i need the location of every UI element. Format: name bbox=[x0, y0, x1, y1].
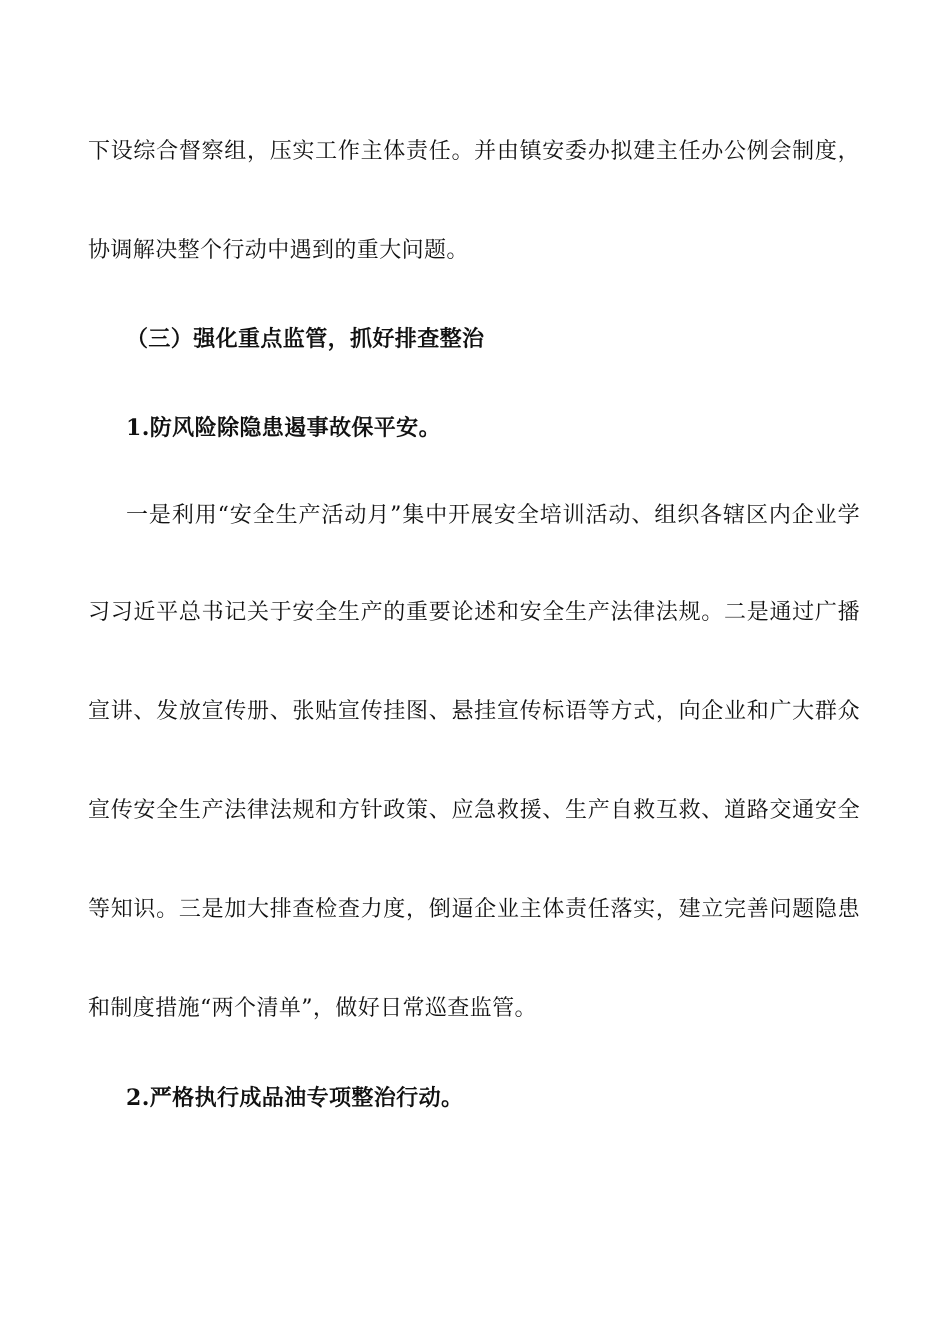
paragraph-line-9: 等知识。三是加大排查检查力度，倒逼企业主体责任落实，建立完善问题隐患 bbox=[88, 897, 860, 922]
paragraph-line-6: 习习近平总书记关于安全生产的重要论述和安全生产法律法规。二是通过广播 bbox=[88, 600, 860, 625]
paragraph-line-10: 和制度措施“两个清单”，做好日常巡查监管。 bbox=[88, 996, 537, 1021]
paragraph-line-8: 宣传安全生产法律法规和方针政策、应急救援、生产自救互救、道路交通安全 bbox=[88, 798, 860, 823]
paragraph-line-7: 宣讲、发放宣传册、张贴宣传挂图、悬挂宣传标语等方式，向企业和广大群众 bbox=[88, 699, 860, 724]
section-heading-3: （三）强化重点监管，抓好排查整治 bbox=[126, 326, 485, 352]
paragraph-line-1: 下设综合督察组，压实工作主体责任。并由镇安委办拟建主任办公例会制度， bbox=[88, 139, 860, 164]
subheading-2: 2.严格执行成品油专项整治行动。 bbox=[126, 1085, 464, 1111]
subheading-1: 1.防风险除隐患遏事故保平安。 bbox=[126, 415, 441, 441]
paragraph-line-5: 一是利用“安全生产活动月”集中开展安全培训活动、组织各辖区内企业学 bbox=[126, 503, 860, 528]
paragraph-line-2: 协调解决整个行动中遇到的重大问题。 bbox=[88, 238, 469, 263]
